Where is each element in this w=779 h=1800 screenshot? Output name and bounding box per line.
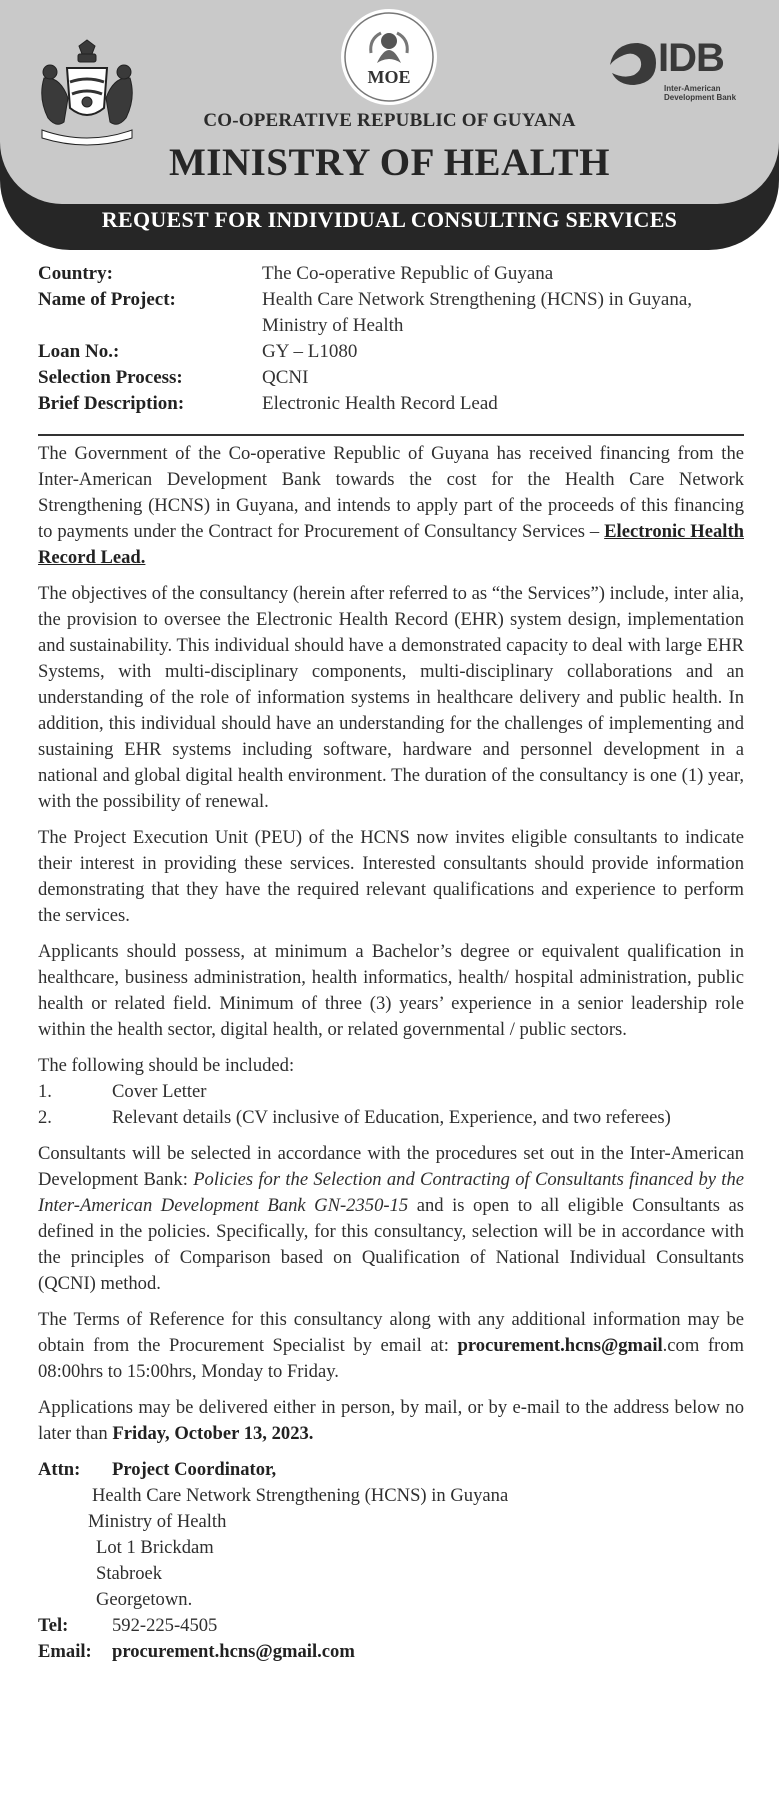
list-intro: The following should be included:: [38, 1055, 295, 1076]
address-line: Georgetown.: [96, 1589, 193, 1610]
deadline-date: Friday, October 13, 2023.: [112, 1423, 314, 1444]
paragraph-terms: [38, 1307, 744, 1385]
idb-logo-text: IDB: [658, 36, 724, 80]
info-value: The Co-operative Republic of Guyana: [262, 263, 554, 284]
paragraph-text: The Terms of Reference for this consultancy along with any additional information may be obtain from the Procurement Specialist by email at:: [38, 1309, 744, 1356]
contact-block: [38, 1457, 744, 1665]
list-item: [38, 1079, 744, 1105]
address: [38, 1483, 744, 1613]
request-title: REQUEST FOR INDIVIDUAL CONSULTING SERVICES: [101, 207, 678, 232]
idb-logo-subtext: Inter-American Development Bank: [664, 84, 737, 102]
list-number: 2.: [38, 1107, 52, 1128]
paragraph-requirements: Applicants should possess, at minimum a Bachelor’s degree or equivalent qualification in healthcare, business administration, health informatics, health/ hospital administration, public health or related field. Minimum of three (3) years’ experience in a senior leadership role within the health sector, digital health, or related governmental / public sectors.: [38, 941, 744, 1040]
paragraph-deadline: [38, 1395, 744, 1447]
paragraph-financing: [38, 441, 744, 571]
email-row: [38, 1639, 744, 1665]
info-row-description: [38, 391, 744, 417]
email-value[interactable]: procurement.hcns@gmail.com: [112, 1641, 355, 1662]
address-line: Lot 1 Brickdam: [96, 1537, 214, 1558]
address-line: Health Care Network Strengthening (HCNS) in Guyana: [92, 1485, 509, 1506]
email-label: Email:: [38, 1641, 92, 1662]
paragraph-text: .com from 08:00hrs to 15:00hrs, Monday to Friday.: [38, 1335, 745, 1382]
coat-of-arms-icon: [34, 38, 140, 150]
tel-row: [38, 1613, 744, 1639]
info-label: Country:: [38, 263, 113, 284]
paragraph-invitation: The Project Execution Unit (PEU) of the HCNS now invites eligible consultants to indicate their interest in providing these services. Interested consultants should provide information demonstrating that they have the required relevant qualifications and experience to perform the services.: [38, 827, 744, 926]
ministry-heading: MINISTRY OF HEALTH: [168, 141, 611, 184]
info-value: QCNI: [262, 367, 309, 388]
info-label: Brief Description:: [38, 393, 185, 414]
tel-label: Tel:: [38, 1615, 69, 1636]
moe-logo-text: MOE: [367, 67, 411, 87]
info-row-loan: [38, 339, 744, 365]
paragraph-objectives: The objectives of the consultancy (herein after referred to as “the Services”) include, inter alia, the provision to oversee the Electronic Health Record (EHR) system design, implementation and sustainability. This individual should have a demonstrated capacity to deal with large EHR Systems, with multi-disciplinary components, multi-disciplinary collaborations and an understanding of the role of information systems in healthcare delivery and public health. In addition, this individual should have an understanding for the challenges of implementing and sustaining EHR systems including software, hardware and personnel development in a national and global digital health environment. The duration of the consultancy is one (1) year, with the possibility of renewal.: [38, 583, 744, 812]
paragraph-text: and is open to all eligible Consultants as defined in the policies. Specifically, for this consultancy, selection will be in accordance with the principles of Comparison based on Qualification of National Individual Consultants (QCNI) method.: [38, 1195, 745, 1294]
list-item: [38, 1105, 744, 1131]
idb-logo: [604, 36, 744, 105]
list-text: Cover Letter: [112, 1081, 207, 1102]
info-label: Name of Project:: [38, 289, 176, 310]
republic-heading: CO-OPERATIVE REPUBLIC OF GUYANA: [203, 110, 576, 131]
project-info-table: [38, 261, 744, 417]
info-label: Loan No.:: [38, 341, 120, 362]
info-row-selection: [38, 365, 744, 391]
info-label: Selection Process:: [38, 367, 183, 388]
paragraph-selection: [38, 1141, 744, 1297]
tel-value: 592-225-4505: [112, 1615, 218, 1636]
address-line: Ministry of Health: [88, 1511, 227, 1532]
divider: [38, 434, 744, 436]
paragraph-text: Applications may be delivered either in person, by mail, or by e-mail to the address below no later than: [38, 1397, 744, 1444]
service-name: Electronic Health Record Lead.: [38, 521, 744, 568]
paragraph-text: Consultants will be selected in accordance with the procedures set out in the Inter-American Development Bank:: [38, 1143, 744, 1190]
info-value: Health Care Network Strengthening (HCNS) in Guyana, Ministry of Health: [262, 289, 693, 336]
attn-label: Attn:: [38, 1459, 81, 1480]
moe-logo-icon: [341, 9, 437, 105]
info-row-country: [38, 261, 744, 287]
idb-mark-icon: [604, 39, 662, 89]
list-text: Relevant details (CV inclusive of Education, Experience, and two referees): [112, 1107, 671, 1128]
moe-logo: [341, 9, 437, 105]
address-line: Stabroek: [96, 1563, 163, 1584]
body-text: [38, 441, 744, 1665]
attn-title: Project Coordinator,: [112, 1459, 277, 1480]
email-link[interactable]: procurement.hcns@gmail: [457, 1335, 663, 1356]
attn-row: [38, 1457, 744, 1483]
info-value: GY – L1080: [262, 341, 358, 362]
policy-name: Policies for the Selection and Contracting of Consultants financed by the Inter-American Development Bank GN-2350-15: [38, 1169, 745, 1216]
required-documents-list: [38, 1053, 744, 1131]
paragraph-text: The Government of the Co-operative Republic of Guyana has received financing from the Inter-American Development Bank towards the cost for the Health Care Network Strengthening (HCNS) in Guyana, and intends to apply part of the proceeds of this financing to payments under the Contract for Procurement of Consultancy Services –: [38, 443, 744, 542]
info-value: Electronic Health Record Lead: [262, 393, 498, 414]
list-number: 1.: [38, 1081, 52, 1102]
info-row-project: [38, 287, 744, 339]
